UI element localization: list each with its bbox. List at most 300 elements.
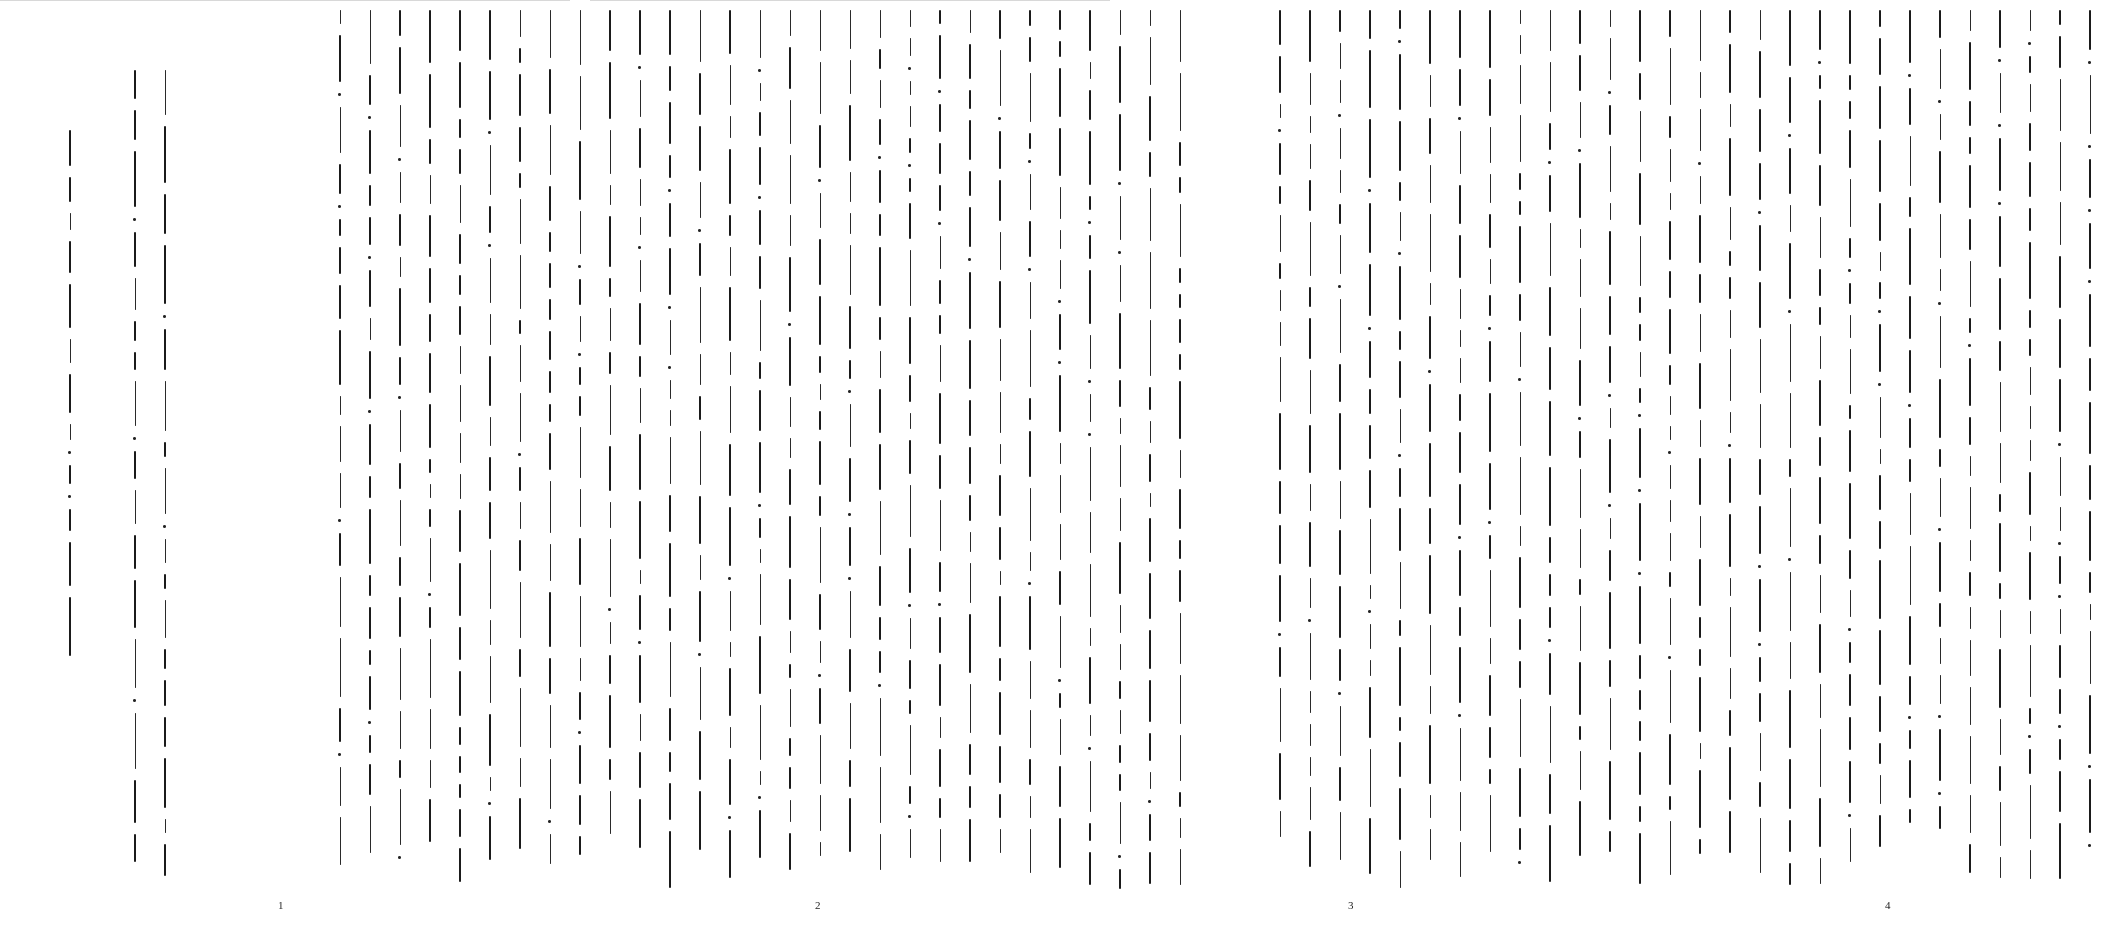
- punctuation-mark: [1608, 91, 1611, 94]
- word-glyph: [1279, 753, 1281, 800]
- word-glyph: [849, 458, 851, 502]
- word-glyph: [1180, 204, 1181, 257]
- word-glyph: [399, 10, 401, 36]
- word-glyph: [1670, 396, 1671, 415]
- word-glyph: [1279, 575, 1281, 622]
- word-glyph: [2029, 749, 2031, 774]
- word-glyph: [1399, 742, 1401, 777]
- word-glyph: [520, 393, 521, 442]
- word-glyph: [1729, 277, 1731, 299]
- punctuation-mark: [1148, 800, 1151, 803]
- word-glyph: [1090, 394, 1091, 422]
- word-glyph: [1669, 271, 1671, 298]
- word-glyph: [135, 490, 136, 524]
- word-glyph: [1179, 177, 1181, 193]
- word-glyph: [1369, 389, 1371, 414]
- word-glyph: [789, 469, 791, 505]
- punctuation-mark: [908, 815, 911, 818]
- word-glyph: [430, 760, 431, 788]
- punctuation-mark: [2058, 725, 2061, 728]
- word-glyph: [1490, 795, 1491, 852]
- word-glyph: [1459, 432, 1461, 473]
- word-glyph: [1149, 96, 1151, 141]
- word-glyph: [1969, 844, 1971, 873]
- word-glyph: [2029, 56, 2031, 73]
- word-glyph: [1369, 470, 1371, 508]
- word-glyph: [1579, 10, 1581, 44]
- word-glyph: [164, 680, 166, 706]
- punctuation-mark: [1028, 268, 1031, 271]
- word-glyph: [1730, 607, 1731, 657]
- punctuation-mark: [578, 353, 581, 356]
- word-glyph: [760, 705, 761, 760]
- word-glyph: [1180, 849, 1181, 885]
- word-glyph: [165, 381, 166, 431]
- word-glyph: [1490, 570, 1491, 627]
- word-glyph: [1119, 869, 1121, 889]
- word-glyph: [1370, 624, 1371, 649]
- word-glyph: [1519, 768, 1521, 817]
- text-column: [390, 10, 411, 890]
- word-glyph: [519, 127, 521, 162]
- word-glyph: [1059, 10, 1061, 30]
- punctuation-mark: [728, 816, 731, 819]
- word-glyph: [490, 656, 491, 703]
- text-column: [960, 10, 981, 890]
- word-glyph: [1310, 222, 1311, 276]
- punctuation-mark: [668, 306, 671, 309]
- word-glyph: [759, 810, 761, 858]
- text-column: [780, 10, 801, 890]
- word-glyph: [1790, 205, 1791, 232]
- word-glyph: [1670, 670, 1671, 723]
- word-glyph: [1520, 699, 1521, 757]
- word-glyph: [429, 268, 431, 303]
- word-glyph: [909, 440, 911, 474]
- word-glyph: [1089, 131, 1091, 185]
- word-glyph: [1789, 148, 1791, 194]
- word-glyph: [1700, 109, 1701, 151]
- word-glyph: [1460, 792, 1461, 831]
- punctuation-mark: [818, 179, 821, 182]
- word-glyph: [1310, 578, 1311, 608]
- word-glyph: [1670, 193, 1671, 210]
- word-glyph: [700, 667, 701, 720]
- word-glyph: [969, 340, 971, 389]
- word-glyph: [940, 236, 941, 269]
- text-column: [1270, 10, 1291, 900]
- punctuation-mark: [2088, 145, 2091, 148]
- word-glyph: [2029, 162, 2031, 197]
- word-glyph: [609, 695, 611, 748]
- punctuation-mark: [1788, 310, 1791, 313]
- word-glyph: [579, 396, 581, 416]
- word-glyph: [1399, 54, 1401, 110]
- word-glyph: [2089, 695, 2091, 754]
- word-glyph: [970, 10, 971, 33]
- punctuation-mark: [1998, 59, 2001, 62]
- word-glyph: [1179, 540, 1181, 559]
- punctuation-mark: [908, 604, 911, 607]
- word-glyph: [580, 316, 581, 342]
- text-column: [1600, 10, 1621, 890]
- word-glyph: [1549, 347, 1551, 390]
- word-glyph: [1909, 296, 1911, 339]
- word-glyph: [1430, 795, 1431, 818]
- word-glyph: [2059, 36, 2061, 68]
- word-glyph: [610, 308, 611, 341]
- word-glyph: [999, 746, 1001, 783]
- word-glyph: [910, 250, 911, 306]
- word-glyph: [339, 219, 341, 236]
- word-glyph: [939, 35, 941, 79]
- word-glyph: [850, 172, 851, 202]
- word-glyph: [1119, 681, 1121, 699]
- word-glyph: [1939, 806, 1941, 829]
- punctuation-mark: [1368, 327, 1371, 330]
- word-glyph: [1879, 560, 1881, 619]
- word-glyph: [1369, 425, 1371, 459]
- punctuation-mark: [1428, 370, 1431, 373]
- word-glyph: [1339, 649, 1341, 681]
- punctuation-mark: [1758, 211, 1761, 214]
- word-glyph: [549, 299, 551, 320]
- text-column: [420, 10, 441, 890]
- word-glyph: [369, 130, 371, 174]
- word-glyph: [165, 819, 166, 833]
- word-glyph: [489, 356, 491, 406]
- word-glyph: [1310, 116, 1311, 133]
- word-glyph: [2089, 358, 2091, 391]
- punctuation-mark: [938, 222, 941, 225]
- word-glyph: [1700, 420, 1701, 447]
- page-number: 2: [815, 900, 821, 912]
- word-glyph: [1610, 518, 1611, 539]
- word-glyph: [1999, 583, 2001, 599]
- word-glyph: [1090, 447, 1091, 501]
- punctuation-mark: [133, 437, 136, 440]
- text-column: [1570, 10, 1591, 890]
- word-glyph: [2029, 339, 2031, 356]
- word-glyph: [430, 175, 431, 204]
- word-glyph: [165, 600, 166, 638]
- word-glyph: [1459, 550, 1461, 596]
- word-glyph: [1460, 289, 1461, 319]
- word-glyph: [1119, 542, 1121, 594]
- word-glyph: [1519, 828, 1521, 850]
- word-glyph: [340, 577, 341, 627]
- word-glyph: [1729, 458, 1731, 503]
- word-glyph: [1610, 408, 1611, 428]
- punctuation-mark: [338, 519, 341, 522]
- word-glyph: [1879, 324, 1881, 372]
- word-glyph: [1489, 463, 1491, 510]
- word-glyph: [429, 459, 431, 473]
- word-glyph: [729, 759, 731, 805]
- punctuation-mark: [1638, 489, 1641, 492]
- word-glyph: [1579, 801, 1581, 856]
- word-glyph: [880, 351, 881, 378]
- word-glyph: [879, 119, 881, 145]
- word-glyph: [2000, 73, 2001, 113]
- punctuation-mark: [488, 802, 491, 805]
- word-glyph: [1549, 774, 1551, 814]
- word-glyph: [1029, 398, 1031, 420]
- word-glyph: [759, 362, 761, 379]
- punctuation-mark: [1088, 747, 1091, 750]
- word-glyph: [519, 467, 521, 491]
- word-glyph: [1759, 579, 1761, 632]
- word-glyph: [1759, 657, 1761, 682]
- word-glyph: [610, 622, 611, 644]
- word-glyph: [1909, 616, 1911, 665]
- word-glyph: [1000, 444, 1001, 464]
- word-glyph: [1119, 745, 1121, 763]
- word-glyph: [1519, 619, 1521, 650]
- word-glyph: [459, 671, 461, 716]
- word-glyph: [729, 287, 731, 341]
- word-glyph: [909, 317, 911, 364]
- word-glyph: [1730, 310, 1731, 338]
- text-column: [870, 10, 891, 890]
- word-glyph: [1030, 330, 1031, 387]
- punctuation-mark: [1848, 269, 1851, 272]
- word-glyph: [1879, 282, 1881, 299]
- word-glyph: [1030, 661, 1031, 699]
- word-glyph: [849, 306, 851, 349]
- word-glyph: [1820, 858, 1821, 884]
- text-column: [630, 10, 651, 890]
- word-glyph: [1790, 642, 1791, 679]
- word-glyph: [429, 404, 431, 448]
- punctuation-mark: [1458, 117, 1461, 120]
- text-column: [840, 10, 861, 890]
- word-glyph: [1489, 10, 1491, 68]
- word-glyph: [639, 799, 641, 848]
- word-glyph: [369, 650, 371, 665]
- punctuation-mark: [1088, 380, 1091, 383]
- word-glyph: [1669, 365, 1671, 385]
- word-glyph: [1639, 806, 1641, 822]
- word-glyph: [549, 232, 551, 252]
- page-number: 4: [1885, 900, 1891, 912]
- word-glyph: [1340, 80, 1341, 103]
- word-glyph: [1580, 308, 1581, 349]
- word-glyph: [969, 207, 971, 247]
- word-glyph: [1580, 606, 1581, 651]
- word-glyph: [1639, 73, 1641, 100]
- word-glyph: [1179, 792, 1181, 807]
- word-glyph: [134, 780, 136, 823]
- word-glyph: [2029, 242, 2031, 299]
- text-column: [1110, 10, 1131, 890]
- word-glyph: [1820, 729, 1821, 787]
- word-glyph: [1279, 413, 1281, 470]
- word-glyph: [849, 527, 851, 566]
- word-glyph: [1909, 88, 1911, 125]
- punctuation-mark: [1938, 100, 1941, 103]
- word-glyph: [1669, 572, 1671, 587]
- word-glyph: [729, 149, 731, 204]
- word-glyph: [609, 278, 611, 297]
- word-glyph: [1429, 555, 1431, 614]
- word-glyph: [820, 62, 821, 114]
- word-glyph: [730, 65, 731, 105]
- word-glyph: [879, 651, 881, 673]
- word-glyph: [1059, 818, 1061, 868]
- punctuation-mark: [578, 265, 581, 268]
- word-glyph: [1060, 475, 1061, 513]
- punctuation-mark: [1998, 124, 2001, 127]
- word-glyph: [1400, 212, 1401, 241]
- word-glyph: [1339, 530, 1341, 575]
- word-glyph: [1489, 675, 1491, 716]
- word-glyph: [910, 10, 911, 27]
- word-glyph: [610, 539, 611, 597]
- word-glyph: [759, 442, 761, 493]
- word-glyph: [1309, 180, 1311, 211]
- word-glyph: [1339, 204, 1341, 224]
- word-glyph: [729, 668, 731, 716]
- word-glyph: [429, 10, 431, 63]
- word-glyph: [134, 70, 136, 99]
- word-glyph: [999, 596, 1001, 647]
- word-glyph: [1639, 721, 1641, 741]
- word-glyph: [880, 767, 881, 823]
- word-glyph: [2059, 379, 2061, 432]
- text-column: [690, 10, 711, 890]
- punctuation-mark: [938, 603, 941, 606]
- word-glyph: [1639, 503, 1641, 561]
- word-glyph: [370, 10, 371, 64]
- punctuation-mark: [1878, 383, 1881, 386]
- word-glyph: [1400, 409, 1401, 443]
- word-glyph: [579, 279, 581, 305]
- word-glyph: [910, 81, 911, 95]
- word-glyph: [1089, 10, 1091, 51]
- word-glyph: [579, 795, 581, 825]
- word-glyph: [1280, 357, 1281, 402]
- word-glyph: [1279, 525, 1281, 564]
- word-glyph: [459, 62, 461, 108]
- word-glyph: [820, 842, 821, 856]
- word-glyph: [1399, 508, 1401, 551]
- punctuation-mark: [518, 453, 521, 456]
- word-glyph: [1430, 625, 1431, 675]
- word-glyph: [819, 688, 821, 724]
- word-glyph: [459, 306, 461, 335]
- word-glyph: [1759, 225, 1761, 271]
- word-glyph: [700, 182, 701, 218]
- word-glyph: [1029, 10, 1031, 26]
- word-glyph: [1970, 540, 1971, 561]
- word-glyph: [670, 642, 671, 697]
- page-number: 1: [278, 900, 284, 912]
- word-glyph: [1119, 313, 1121, 369]
- word-glyph: [1670, 821, 1671, 875]
- punctuation-mark: [1908, 404, 1911, 407]
- word-glyph: [1699, 677, 1701, 732]
- word-glyph: [1089, 852, 1091, 885]
- word-glyph: [1730, 349, 1731, 401]
- word-glyph: [135, 713, 136, 769]
- word-glyph: [1059, 693, 1061, 708]
- word-glyph: [369, 676, 371, 710]
- word-glyph: [1699, 274, 1701, 303]
- punctuation-mark: [1338, 692, 1341, 695]
- word-glyph: [1489, 535, 1491, 559]
- word-glyph: [1279, 10, 1281, 45]
- word-glyph: [1940, 478, 1941, 517]
- word-glyph: [2000, 610, 2001, 638]
- word-glyph: [1699, 458, 1701, 505]
- text-column: [1080, 10, 1101, 890]
- word-glyph: [969, 44, 971, 79]
- word-glyph: [1820, 684, 1821, 718]
- word-glyph: [760, 549, 761, 563]
- word-glyph: [580, 76, 581, 130]
- word-glyph: [550, 10, 551, 58]
- word-glyph: [134, 535, 136, 569]
- word-glyph: [1790, 324, 1791, 382]
- word-glyph: [759, 112, 761, 136]
- word-glyph: [1970, 456, 1971, 476]
- word-glyph: [1279, 56, 1281, 93]
- word-glyph: [640, 714, 641, 741]
- word-glyph: [2030, 645, 2031, 697]
- punctuation-mark: [1118, 182, 1121, 185]
- word-glyph: [2060, 79, 2061, 131]
- word-glyph: [1459, 394, 1461, 421]
- punctuation-mark: [428, 593, 431, 596]
- word-glyph: [1279, 143, 1281, 175]
- word-glyph: [939, 185, 941, 211]
- word-glyph: [2029, 472, 2031, 515]
- word-glyph: [1849, 674, 1851, 706]
- word-glyph: [549, 433, 551, 470]
- word-glyph: [1489, 214, 1491, 248]
- word-glyph: [1029, 133, 1031, 149]
- word-glyph: [2059, 256, 2061, 308]
- word-glyph: [759, 147, 761, 185]
- word-glyph: [1939, 449, 1941, 467]
- word-glyph: [850, 10, 851, 49]
- word-glyph: [939, 749, 941, 787]
- punctuation-mark: [1758, 643, 1761, 646]
- word-glyph: [1999, 649, 2001, 708]
- word-glyph: [134, 151, 136, 207]
- word-glyph: [1549, 467, 1551, 526]
- word-glyph: [340, 10, 341, 24]
- punctuation-mark: [2088, 280, 2091, 283]
- word-glyph: [1370, 660, 1371, 676]
- word-glyph: [1430, 829, 1431, 860]
- word-glyph: [1179, 319, 1181, 343]
- punctuation-mark: [1698, 162, 1701, 165]
- word-glyph: [69, 241, 71, 273]
- word-glyph: [1399, 647, 1401, 706]
- word-glyph: [1580, 751, 1581, 790]
- word-glyph: [2089, 572, 2091, 593]
- word-glyph: [1520, 35, 1521, 54]
- punctuation-mark: [1398, 40, 1401, 43]
- punctuation-mark: [1938, 792, 1941, 795]
- word-glyph: [669, 495, 671, 532]
- word-glyph: [1519, 661, 1521, 688]
- word-glyph: [460, 433, 461, 463]
- word-glyph: [579, 692, 581, 720]
- word-glyph: [879, 49, 881, 69]
